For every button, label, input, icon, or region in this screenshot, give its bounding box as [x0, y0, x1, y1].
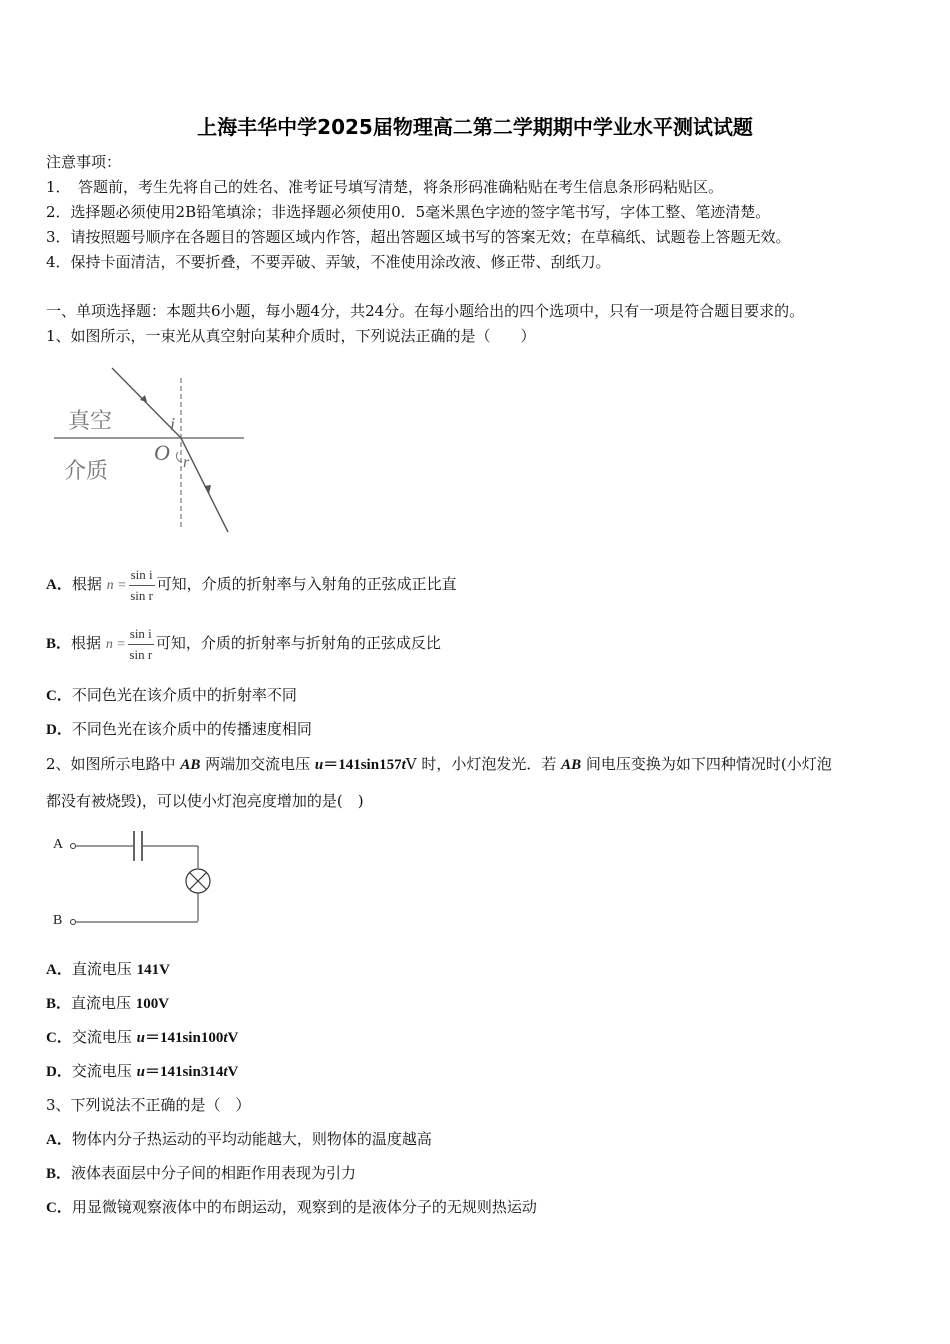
option-prefix: 根据 — [71, 575, 102, 593]
label-origin: O — [154, 440, 170, 465]
stem-text: 两端加交流电压 — [200, 755, 315, 773]
option-text: 交流电压 — [71, 1028, 137, 1046]
option-letter: A． — [46, 577, 72, 593]
question-1-option-b[interactable] — [46, 625, 441, 663]
circuit-figure-svg — [46, 825, 226, 935]
notice-item-2: 2．选择题必须使用2B铅笔填涂；非选择题必须使用0．5毫米黑色字迹的签字笔书写，字体工整、笔迹清楚。 — [46, 203, 771, 221]
question-3-stem: 3、下列说法不正确的是（ ） — [46, 1096, 251, 1114]
option-letter: D． — [46, 722, 72, 738]
question-2-option-d[interactable] — [46, 1061, 238, 1082]
option-value: 100V — [135, 996, 170, 1012]
option-value: ＝141sin100 — [144, 1030, 224, 1046]
question-3-option-c[interactable] — [46, 1197, 537, 1218]
option-var-t: t — [223, 1064, 228, 1080]
option-text: 液体表面层中分子间的相距作用表现为引力 — [71, 1164, 357, 1182]
stem-var-u: u — [314, 757, 324, 773]
option-var-u: u — [136, 1064, 145, 1080]
stem-text: 间电压变换为如下四种情况时(小灯泡 — [581, 755, 832, 773]
label-incident-angle: i — [170, 414, 176, 434]
refraction-figure-svg — [46, 360, 256, 540]
fraction-numerator: sin i — [128, 626, 154, 645]
document-title: 上海丰华中学2025届物理高二第二学期期中学业水平测试试题 — [197, 115, 753, 139]
question-3-option-a[interactable] — [46, 1129, 432, 1150]
question-3-option-b[interactable] — [46, 1163, 356, 1184]
fraction — [128, 626, 154, 663]
option-letter: A． — [46, 962, 72, 978]
formula-lhs: n = — [105, 637, 126, 652]
question-2-option-c[interactable] — [46, 1027, 238, 1048]
question-2-option-a[interactable] — [46, 959, 170, 980]
terminal-a-label: A — [53, 837, 64, 852]
option-var-t: t — [223, 1030, 228, 1046]
option-value: ＝141sin314 — [144, 1064, 224, 1080]
option-letter: C． — [46, 688, 72, 704]
option-prefix: 根据 — [71, 634, 102, 652]
option-unit: V — [227, 1030, 239, 1046]
stem-var-t: t — [401, 757, 406, 773]
refraction-diagram — [46, 360, 256, 540]
option-letter: C． — [46, 1200, 72, 1216]
option-letter: A． — [46, 1132, 72, 1148]
label-medium: 介质 — [64, 459, 109, 484]
option-unit: V — [227, 1064, 239, 1080]
option-var-u: u — [136, 1030, 145, 1046]
question-1-stem: 1、如图所示，一束光从真空射向某种介质时，下列说法正确的是（ ） — [46, 327, 536, 345]
option-letter: B． — [46, 636, 72, 652]
formula-lhs: n = — [106, 578, 127, 593]
option-text: 不同色光在该介质中的传播速度相同 — [71, 720, 312, 738]
option-text: 用显微镜观察液体中的布朗运动，观察到的是液体分子的无规则热运动 — [71, 1198, 537, 1216]
question-2-option-b[interactable] — [46, 993, 169, 1014]
notice-item-1: 1． 答题前，考生先将自己的姓名、准考证号填写清楚，将条形码准确粘贴在考生信息条形码粘贴区。 — [46, 178, 724, 196]
terminal-b-label: B — [53, 913, 63, 928]
question-1-option-d[interactable] — [46, 719, 312, 740]
option-letter: C． — [46, 1030, 72, 1046]
notice-heading: 注意事项： — [46, 153, 122, 171]
circuit-diagram — [46, 825, 226, 935]
option-text: 直流电压 — [71, 994, 136, 1012]
option-text: 物体内分子热运动的平均动能越大，则物体的温度越高 — [71, 1130, 432, 1148]
option-text: 直流电压 — [71, 960, 137, 978]
section-heading: 一、单项选择题：本题共6小题，每小题4分，共24分。在每小题给出的四个选项中，只有一项是符合题目要求的。 — [46, 302, 805, 320]
stem-text: 2、如图所示电路中 — [46, 755, 181, 773]
notice-item-4: 4．保持卡面清洁，不要折叠，不要弄破、弄皱，不准使用涂改液、修正带、刮纸刀。 — [46, 253, 611, 271]
stem-text: V 时，小灯泡发光．若 — [405, 755, 562, 773]
option-value: 141V — [136, 962, 170, 978]
stem-formula: ＝141sin157 — [323, 757, 402, 773]
stem-var-ab: AB — [561, 757, 582, 773]
notice-item-3: 3．请按照题号顺序在各题目的答题区域内作答，超出答题区域书写的答案无效；在草稿纸、试题卷上答题无效。 — [46, 228, 791, 246]
label-refraction-angle: r — [183, 454, 190, 471]
fraction-denominator: sin r — [130, 587, 153, 603]
label-vacuum: 真空 — [68, 409, 113, 434]
fraction-denominator: sin r — [129, 646, 153, 662]
option-text: 不同色光在该介质中的折射率不同 — [71, 686, 297, 704]
option-text: 交流电压 — [71, 1062, 137, 1080]
question-1-option-a[interactable] — [46, 566, 457, 604]
option-letter: B． — [46, 1166, 72, 1182]
question-1-option-c[interactable] — [46, 685, 297, 706]
question-2-stem-line-1 — [46, 754, 832, 775]
question-2-stem-line-2: 都没有被烧毁)，可以使小灯泡亮度增加的是( ) — [46, 792, 364, 810]
option-text: 可知，介质的折射率与折射角的正弦成反比 — [155, 634, 441, 652]
option-text: 可知，介质的折射率与入射角的正弦成正比直 — [156, 575, 457, 593]
option-letter: D． — [46, 1064, 72, 1080]
option-letter: B． — [46, 996, 72, 1012]
fraction-numerator: sin i — [129, 567, 155, 586]
stem-var-ab: AB — [180, 757, 201, 773]
fraction — [129, 567, 155, 604]
